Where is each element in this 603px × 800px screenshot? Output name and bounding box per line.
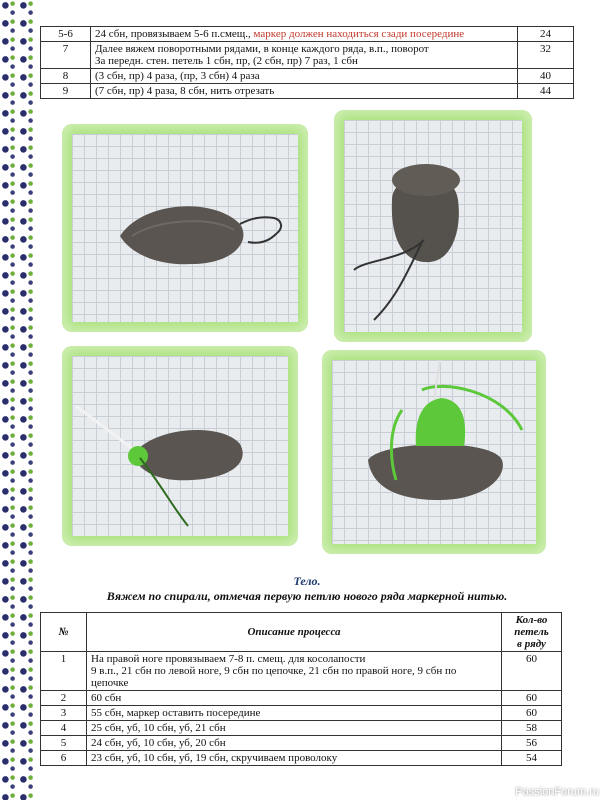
row-number: 8 — [41, 69, 91, 84]
row-count: 44 — [518, 84, 574, 99]
table-row — [41, 751, 562, 766]
row-description: 24 сбн, уб, 10 сбн, уб, 20 сбн — [87, 736, 502, 751]
table-row — [41, 706, 562, 721]
row-count: 60 — [502, 706, 562, 721]
row-description: 60 сбн — [87, 691, 502, 706]
row-number: 5-6 — [41, 27, 91, 42]
section-subtitle: Вяжем по спирали, отмечая первую петлю нового ряда маркерной нитью. — [106, 589, 508, 603]
photo-body-side — [62, 124, 308, 332]
header-description: Описание процесса — [87, 613, 502, 652]
row-description: 25 сбн, уб, 10 сбн, уб, 21 сбн — [87, 721, 502, 736]
body-pattern-table — [40, 612, 562, 766]
photo-body-needle — [62, 346, 298, 546]
row-count: 56 — [502, 736, 562, 751]
row-description: 23 сбн, уб, 10 сбн, уб, 19 сбн, скручиваем проволоку — [87, 751, 502, 766]
row-number: 6 — [41, 751, 87, 766]
row-number: 3 — [41, 706, 87, 721]
table-row — [41, 652, 562, 691]
row-description: 24 сбн, провязываем 5-6 п.смещ., маркер должен находиться сзади посередине — [91, 27, 518, 42]
row-number: 2 — [41, 691, 87, 706]
row-number: 9 — [41, 84, 91, 99]
table-row — [41, 736, 562, 751]
table-header-row — [41, 613, 562, 652]
section-title: Тело. — [293, 574, 321, 588]
row-description: 55 сбн, маркер оставить посередине — [87, 706, 502, 721]
highlight-note: маркер должен находиться сзади посередине — [253, 28, 465, 40]
photo-body-top — [334, 110, 532, 342]
row-number: 1 — [41, 652, 87, 691]
row-number: 5 — [41, 736, 87, 751]
row-count: 24 — [518, 27, 574, 42]
table-row — [41, 27, 574, 42]
top-pattern-table — [40, 26, 574, 99]
row-description: На правой ноге провязываем 7-8 п. смещ. для косолапости 9 в.п., 21 сбн по левой ноге, 9 сбн по цепочке, 21 сбн по правой ноге, 9 сбн по цепочке — [87, 652, 502, 691]
row-count: 58 — [502, 721, 562, 736]
table-row — [41, 691, 562, 706]
row-number: 7 — [41, 42, 91, 69]
watermark: PassionForum.ru — [515, 786, 599, 798]
table-row — [41, 721, 562, 736]
row-count: 54 — [502, 751, 562, 766]
header-number: № — [41, 613, 87, 652]
table-row — [41, 69, 574, 84]
header-count: Кол-во петель в ряду — [502, 613, 562, 652]
row-count: 40 — [518, 69, 574, 84]
row-count: 60 — [502, 652, 562, 691]
row-description: (7 сбн, пр) 4 раза, 8 сбн, нить отрезать — [91, 84, 518, 99]
row-count: 32 — [518, 42, 574, 69]
decorative-border — [0, 0, 36, 800]
row-number: 4 — [41, 721, 87, 736]
table-row — [41, 42, 574, 69]
photo-green-sprout — [322, 350, 546, 554]
row-description: Далее вяжем поворотными рядами, в конце каждого ряда, в.п., поворот За передн. стен. петель 1 сбн, пр, (2 сбн, пр) 7 раз, 1 сбн — [91, 42, 518, 69]
row-count: 60 — [502, 691, 562, 706]
row-description: (3 сбн, пр) 4 раза, (пр, 3 сбн) 4 раза — [91, 69, 518, 84]
table-row — [41, 84, 574, 99]
